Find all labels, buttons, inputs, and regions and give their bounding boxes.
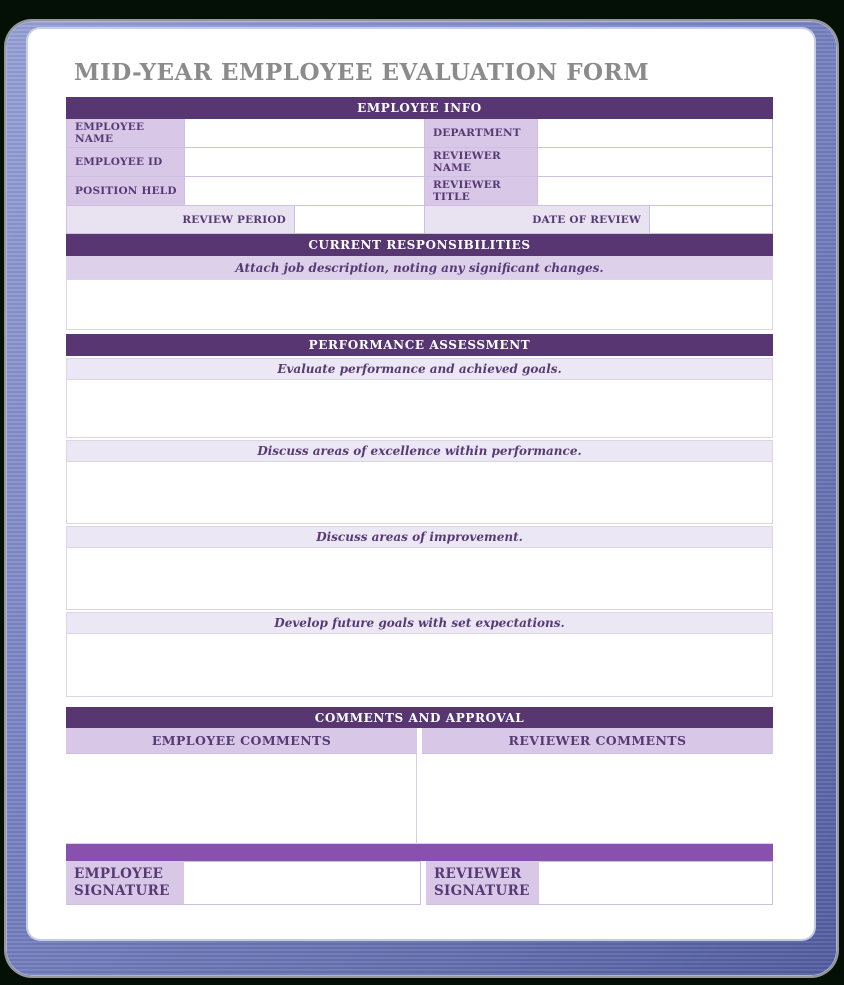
reviewer-name-input[interactable]	[538, 148, 773, 177]
department-input[interactable]	[538, 119, 773, 148]
employee-name-label: EMPLOYEE NAME	[67, 119, 185, 148]
date-of-review-label: DATE OF REVIEW	[425, 206, 650, 234]
comments-columns	[66, 728, 773, 754]
form-content	[66, 53, 773, 905]
employee-signature-input[interactable]	[184, 861, 421, 905]
responsibilities-textarea[interactable]	[66, 280, 773, 330]
reviewer-title-label: REVIEWER TITLE	[425, 177, 538, 206]
department-label: DEPARTMENT	[425, 119, 538, 148]
assessment-block	[66, 440, 773, 524]
reviewer-comments-textarea[interactable]	[417, 754, 772, 843]
employee-comments-label: EMPLOYEE COMMENTS	[66, 728, 417, 754]
employee-comments-textarea[interactable]	[66, 754, 417, 843]
position-held-label: POSITION HELD	[67, 177, 185, 206]
evaluate-performance-textarea[interactable]	[66, 380, 773, 438]
responsibilities-prompt: Attach job description, noting any significant changes.	[66, 256, 773, 280]
assessment-block	[66, 526, 773, 610]
spacer	[66, 697, 773, 707]
table-row	[67, 177, 773, 206]
form-page	[28, 29, 814, 939]
comments-boxes	[66, 754, 773, 844]
current-responsibilities-header: CURRENT RESPONSIBILITIES	[66, 234, 773, 256]
reviewer-title-input[interactable]	[538, 177, 773, 206]
performance-assessment-header: PERFORMANCE ASSESSMENT	[66, 334, 773, 356]
employee-signature-label: EMPLOYEE SIGNATURE	[66, 861, 184, 905]
assessment-block	[66, 358, 773, 438]
decorative-frame	[6, 21, 837, 976]
review-period-input[interactable]	[295, 206, 425, 234]
review-period-label: REVIEW PERIOD	[67, 206, 295, 234]
assessment-block	[66, 612, 773, 697]
areas-of-excellence-prompt: Discuss areas of excellence within performance.	[66, 440, 773, 462]
date-of-review-input[interactable]	[650, 206, 773, 234]
future-goals-prompt: Develop future goals with set expectations.	[66, 612, 773, 634]
position-held-input[interactable]	[185, 177, 425, 206]
employee-id-input[interactable]	[185, 148, 425, 177]
evaluate-performance-prompt: Evaluate performance and achieved goals.	[66, 358, 773, 380]
reviewer-signature-input[interactable]	[539, 861, 773, 905]
areas-of-improvement-textarea[interactable]	[66, 548, 773, 610]
signature-row	[66, 861, 773, 905]
reviewer-comments-label: REVIEWER COMMENTS	[422, 728, 773, 754]
accent-bar	[66, 844, 773, 861]
employee-info-table	[66, 119, 773, 234]
employee-info-header: EMPLOYEE INFO	[66, 97, 773, 119]
employee-id-label: EMPLOYEE ID	[67, 148, 185, 177]
future-goals-textarea[interactable]	[66, 634, 773, 697]
comments-approval-header: COMMENTS AND APPROVAL	[66, 707, 773, 728]
employee-name-input[interactable]	[185, 119, 425, 148]
areas-of-excellence-textarea[interactable]	[66, 462, 773, 524]
reviewer-signature-label: REVIEWER SIGNATURE	[426, 861, 539, 905]
areas-of-improvement-prompt: Discuss areas of improvement.	[66, 526, 773, 548]
table-row	[67, 148, 773, 177]
page-title: MID-YEAR EMPLOYEE EVALUATION FORM	[74, 59, 650, 86]
table-row	[67, 206, 773, 234]
table-row	[67, 119, 773, 148]
reviewer-name-label: REVIEWER NAME	[425, 148, 538, 177]
